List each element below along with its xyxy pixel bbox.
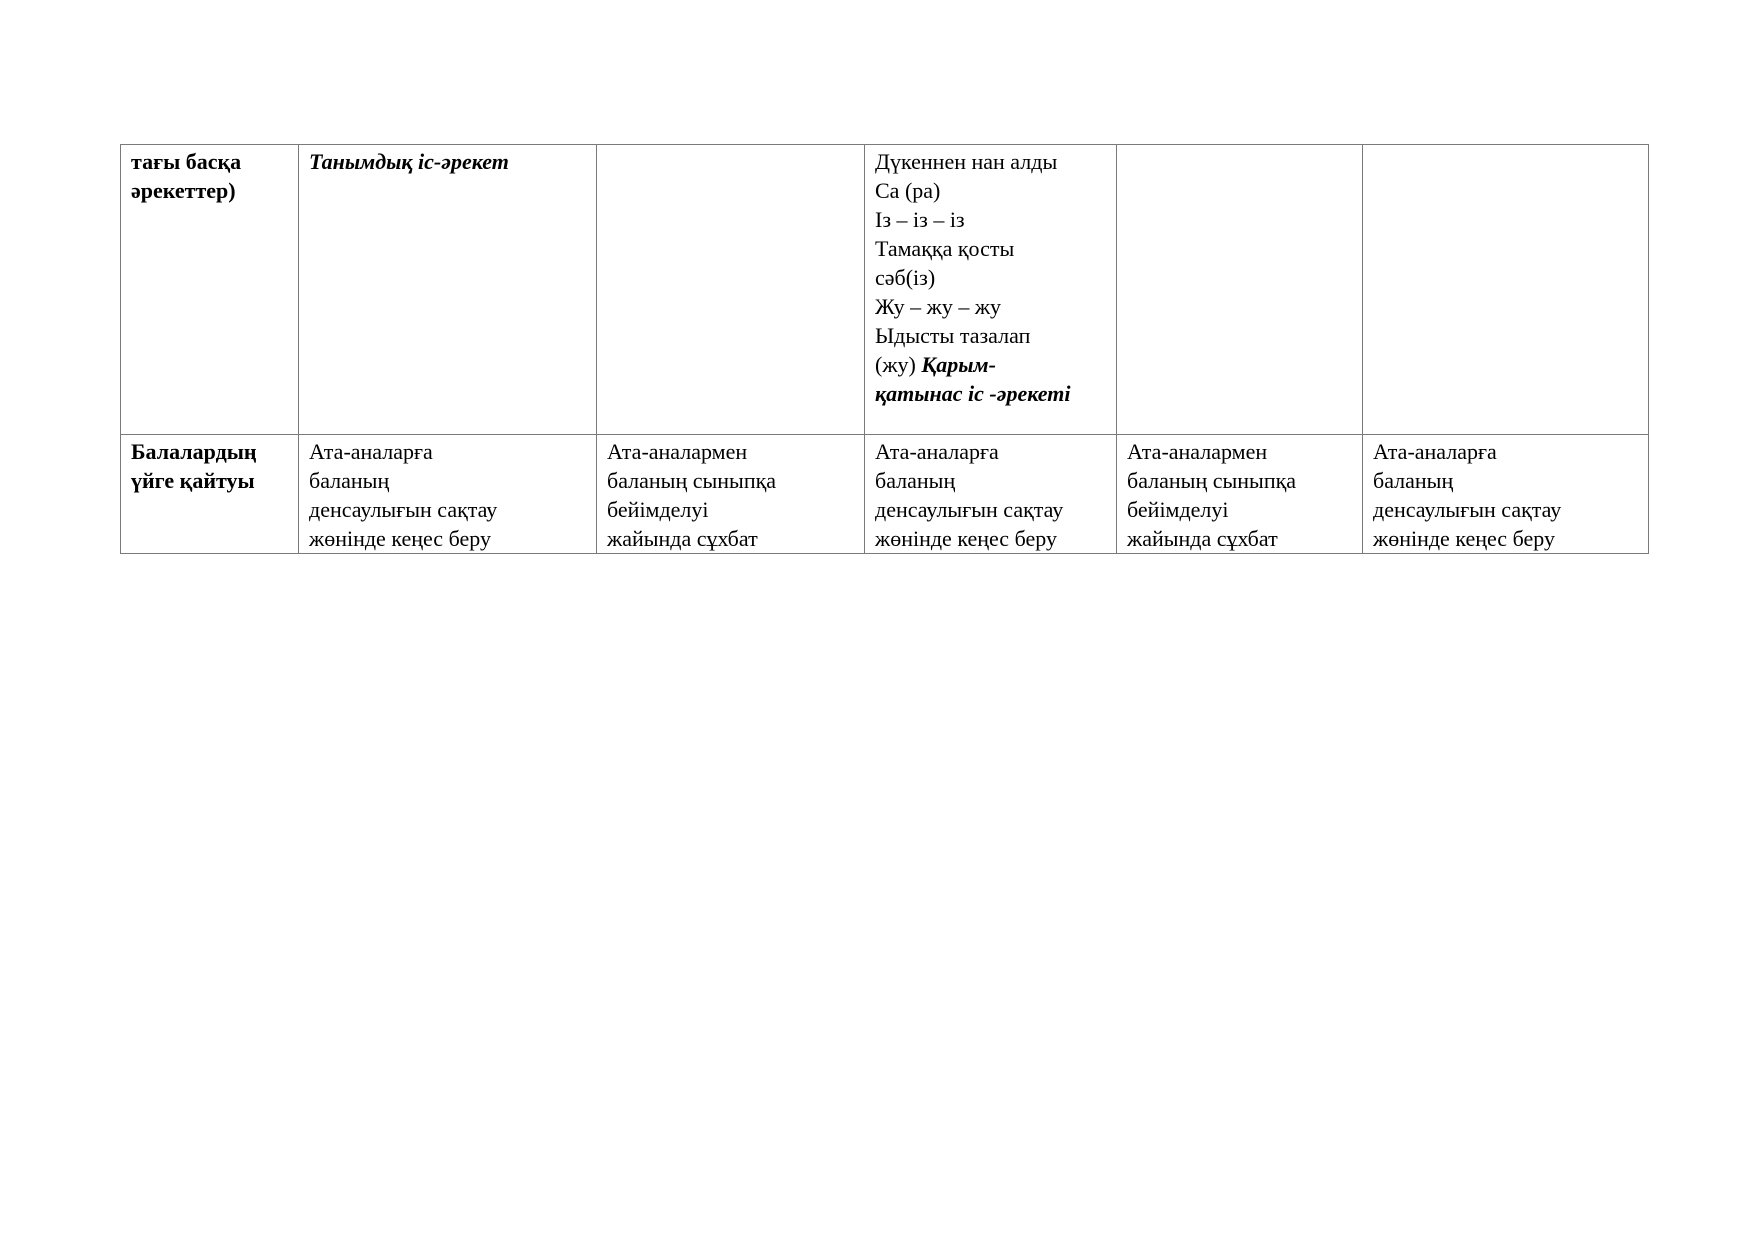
cell-text-line: баланың сыныпқа [1127, 468, 1297, 493]
row-heading-cell [121, 435, 299, 554]
table-cell [1117, 435, 1363, 554]
cell-text-line: жайында сұхбат [607, 526, 758, 551]
row-heading-line: тағы басқа [131, 149, 242, 174]
cell-text-line: Ата-аналарға [309, 439, 433, 464]
cell-text-line: денсаулығын сақтау [309, 497, 498, 522]
cell-text-line [875, 350, 1106, 379]
table-cell [299, 435, 597, 554]
cell-text-line: жөнінде кеңес беру [309, 526, 491, 551]
table-cell [1363, 435, 1649, 554]
table-cell-empty [597, 145, 865, 435]
row-heading-line: әрекеттер) [131, 178, 236, 203]
table-cell-empty [1363, 145, 1649, 435]
activity-type-label: Танымдық іс-әрекет [309, 149, 509, 174]
cell-text-line: Ата-аналармен [1127, 439, 1268, 464]
cell-text-line: бейімделуі [607, 497, 709, 522]
cell-text-line: Ата-аналарға [1373, 439, 1497, 464]
cell-text-line: жайында сұхбат [1127, 526, 1278, 551]
cell-text-line: Дүкеннен нан алды [875, 149, 1058, 174]
cell-text-line: бейімделуі [1127, 497, 1229, 522]
cell-text-line: денсаулығын сақтау [875, 497, 1064, 522]
table-cell [865, 145, 1117, 435]
cell-text-line: Тамаққа қосты [875, 236, 1015, 261]
cell-text-line: Із – із – із [875, 207, 965, 232]
row-heading-cell [121, 145, 299, 435]
table-row-departure [121, 435, 1649, 554]
activity-type-label: Қарым- [921, 352, 996, 377]
table-cell-empty [1117, 145, 1363, 435]
cell-text-line: баланың [1373, 468, 1454, 493]
cell-text-plain: (жу) [875, 352, 922, 377]
cell-text-line: жөнінде кеңес беру [875, 526, 1057, 551]
cell-text-line: баланың [875, 468, 956, 493]
cell-text-line: Са (ра) [875, 178, 941, 203]
cell-text-line: Ата-аналарға [875, 439, 999, 464]
activity-type-label: қатынас іс -әрекеті [875, 381, 1071, 406]
cell-text-line: Ыдысты тазалап [875, 323, 1031, 348]
cell-text-line: Ата-аналармен [607, 439, 748, 464]
table-cell [865, 435, 1117, 554]
cell-text-line: жөнінде кеңес беру [1373, 526, 1555, 551]
cell-text-line: баланың [309, 468, 390, 493]
table-cell [597, 435, 865, 554]
cell-text-line: баланың сыныпқа [607, 468, 777, 493]
cell-text-line: денсаулығын сақтау [1373, 497, 1562, 522]
table-row-activities [121, 145, 1649, 435]
row-heading-line: Балалардың [131, 439, 257, 464]
row-heading-line: үйге қайтуы [131, 468, 255, 493]
cell-text-line: сәб(із) [875, 265, 936, 290]
schedule-table [120, 144, 1649, 554]
cell-text-line: Жу – жу – жу [875, 294, 1002, 319]
table-cell [299, 145, 597, 435]
